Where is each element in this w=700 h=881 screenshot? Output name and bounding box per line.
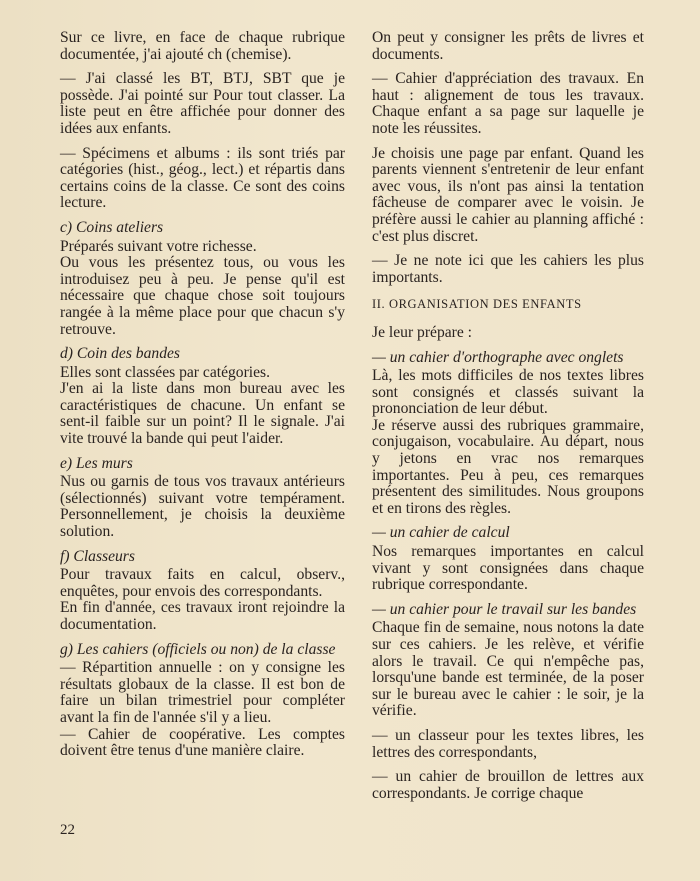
text-block: [372, 525, 644, 593]
text-block: [372, 30, 644, 63]
paragraph: En fin d'année, ces travaux iront rejoindre la documentation.: [60, 599, 345, 633]
paragraph: Préparés suivant votre richesse.: [60, 237, 257, 255]
text-block: [60, 146, 345, 212]
text-block: [60, 71, 345, 137]
paragraph: J'en ai la liste dans mon bureau avec les caractéristiques de chacune. Un enfant se sent-il faible sur un point? Il le signale. J'ai vite trouvé la bande qui peut l'aider.: [60, 380, 345, 448]
paragraph: Ou vous les présentez tous, ou vous les introduisez peu à peu. Je pense qu'il est nécessaire que chaque chose soit toujours rangée à la même place pour que chacun s'y retrouve.: [60, 254, 345, 338]
paragraph: Là, les mots difficiles de nos textes libres sont consignés et classés suivant la prononciation de leur début.: [372, 367, 644, 418]
paragraph: Chaque fin de semaine, nous notons la date sur ces cahiers. Je les relève, et vérifie alors le travail. Ce qui n'empêche pas, lorsqu'une bande est terminée, de la poser sur le bureau avec le cahier : le soir, je la vérifie.: [372, 619, 644, 720]
text-block: [60, 642, 345, 760]
paragraph: Nos remarques importantes en calcul vivant y sont consignées dans chaque rubrique correspondante.: [372, 543, 644, 594]
text-block: [372, 602, 644, 720]
subsection-heading: g) Les cahiers (officiels ou non) de la classe: [60, 640, 336, 658]
text-block: [372, 769, 644, 802]
paragraph: — Je ne note ici que les cahiers les plus importants.: [372, 252, 644, 286]
paragraph: Je choisis une page par enfant. Quand les parents viennent s'entretenir de leur enfant avec vous, ils n'ont pas ainsi la tentation fâcheuse de comparer avec le voisin. Je préfère aussi le cahier au planning affiché : c'est plus discret.: [372, 144, 644, 245]
paragraph: On peut y consigner les prêts de livres et documents.: [372, 29, 644, 63]
subsection-heading: d) Coin des bandes: [60, 345, 180, 363]
left-column: [60, 30, 345, 768]
paragraph: — Spécimens et albums : ils sont triés par catégories (hist., géog., lect.) et répartis dans certains coins de la classe. Ce sont des coins lecture.: [60, 144, 345, 212]
text-block: [372, 253, 644, 286]
subsection-heading: — un cahier d'orthographe avec onglets: [372, 348, 624, 366]
text-block: [60, 30, 345, 63]
section-heading: II. ORGANISATION DES ENFANTS: [372, 297, 582, 312]
text-block: [60, 456, 345, 541]
right-column: [372, 30, 644, 810]
paragraph: Sur ce livre, en face de chaque rubrique documentée, j'ai ajouté ch (chemise).: [60, 29, 345, 63]
paragraph: Je leur prépare :: [372, 323, 473, 341]
text-block: [60, 346, 345, 448]
subsection-heading: f) Classeurs: [60, 547, 135, 565]
paragraph: Je réserve aussi des rubriques grammaire, conjugaison, vocabulaire. Au départ, nous y jetons en vrac nos remarques importantes. Peu à peu, ces remarques présentent des similitudes. Nous groupons et en tirons des règles.: [372, 416, 644, 517]
subsection-heading: — un cahier de calcul: [372, 524, 510, 542]
paragraph: — un classeur pour les textes libres, les lettres des correspondants,: [372, 726, 644, 761]
text-block: [60, 220, 345, 338]
paragraph: Nus ou garnis de tous vos travaux antérieurs (sélectionnés) suivant votre tempérament. Personnellement, je choisis la deuxième solution.: [60, 473, 345, 541]
text-block: [372, 146, 644, 246]
paragraph: — Cahier de coopérative. Les comptes doivent être tenus d'une manière claire.: [60, 725, 345, 760]
subsection-heading: c) Coins ateliers: [60, 218, 164, 236]
paragraph: — un cahier de brouillon de lettres aux correspondants. Je corrige chaque: [372, 768, 644, 802]
text-block: [372, 325, 644, 342]
paragraph: — Répartition annuelle : on y consigne les résultats globaux de la classe. Il est bon de faire un bilan trimestriel pour compléter avant la fin de l'année s'il y a lieu.: [60, 659, 345, 726]
text-block: [372, 71, 644, 137]
paragraph: Pour travaux faits en calcul, observ., enquêtes, pour envois des correspondants.: [60, 566, 345, 600]
text-block: [60, 549, 345, 634]
page-number: 22: [60, 822, 75, 838]
paragraph: — J'ai classé les BT, BTJ, SBT que je possède. J'ai pointé sur Pour tout classer. La liste peut en être affichée pour donner des idées aux enfants.: [60, 70, 345, 137]
text-block: [372, 728, 644, 761]
subsection-heading: e) Les murs: [60, 454, 133, 472]
paragraph: Elles sont classées par catégories.: [60, 363, 271, 381]
text-block: [372, 350, 644, 518]
paragraph: — Cahier d'appréciation des travaux. En haut : alignement de tous les travaux. Chaque enfant a sa page sur laquelle je note les réussites.: [372, 70, 644, 137]
subsection-heading: — un cahier pour le travail sur les bandes: [372, 600, 637, 618]
